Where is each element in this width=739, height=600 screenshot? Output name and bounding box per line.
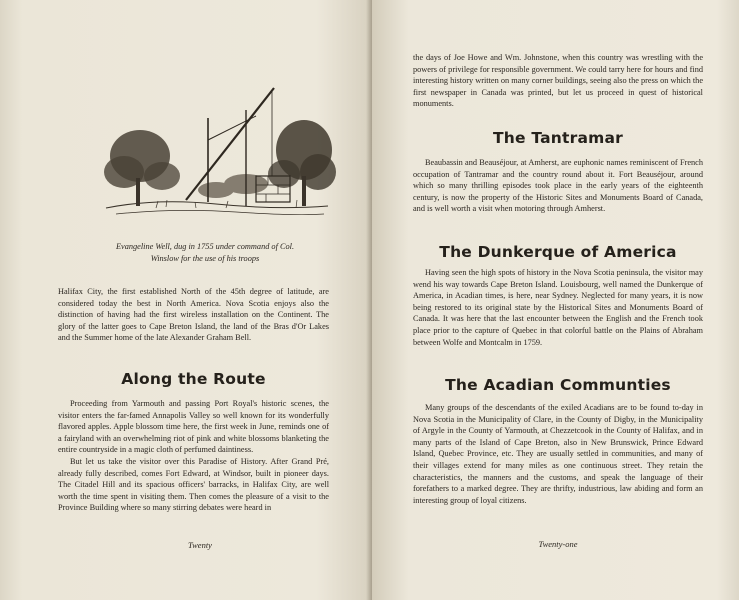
caption-line-2: Winslow for the use of his troops [150,254,260,263]
caption-line-1: Evangeline Well, dug in 1755 under command of Col. [115,242,295,251]
intro-text-block [58,286,329,344]
evangeline-well-illustration [96,80,336,230]
tantramar-paragraph: Beaubassin and Beauséjour, at Amherst, are euphonic names reminiscent of French occupation of Tantramar and the country round about it. Fort Beauséjour, around which so many thrilling episodes took place in the early years of the eighteenth century, is now the property of the Historic Sites and Monuments Board of Canada, and is well worth a visit when motoring through Amherst. [413,158,703,214]
page-number-left: Twenty [188,540,212,550]
page-number-right: Twenty-one [538,539,578,549]
section-heading-acadian: The Acadian Communties [445,376,671,394]
acadian-paragraph: Many groups of the descendants of the exiled Acadians are to be found to-day in Nova Scotia in the Municipality of Clare, in the County of Digby, in the Municipality of Argyle in the County of Yarmouth, at Chezzetcook in the County of Halifax, and in many parts of the Island of Cape Breton, also in New Brunswick, Prince Edward Island, Quebec Province, etc. They are usually settled in communities, and many of their villages extend for many miles as one continuous street. They retain the characteristics, the manners and the customs, and speak the language of their forefathers to a marked degree. They are thrifty, industrious, law abiding and form an interesting group of loyal citizens. [413,403,703,505]
continuation-paragraph: the days of Joe Howe and Wm. Johnstone, when this country was wrestling with the powers of privilege for responsible government. We could tarry here for hours and find interesting history written on many corner buildings, seeing also the press on which the first newspaper in Canada was printed, but let us proceed in quest of historical monuments. [413,53,703,109]
continuation-text-block [413,52,703,110]
right-page [372,0,739,600]
tantramar-text-block [413,157,703,215]
dunkerque-paragraph: Having seen the high spots of history in the Nova Scotia peninsula, the visitor may wend his way towards Cape Breton Island. Louisbourg, well named the Dunkerque of America, in Acadian times, is here, near Sydney. Neglected for many years, it is now being restored to its original state by the Historical Sites and Monuments Board of Canada. It was here that the last encounter between the English and the French took place prior to the capture of Quebec in that colorful battle on the Plains of Abraham between Wolfe and Montcalm in 1759. [413,268,703,347]
intro-paragraph: Halifax City, the first established North of the 45th degree of latitude, are considered today the best in North America. Nova Scotia enjoys also the distinction of having had the first wireless installation on the Continent. The glory of the latter goes to Cape Breton Island, the land of the Bras d'Or Lakes and the Summer home of the late Alexander Graham Bell. [58,287,329,343]
illustration-caption [60,241,350,265]
section-heading-tantramar: The Tantramar [493,129,623,147]
section-heading-dunkerque: The Dunkerque of America [439,243,677,261]
section-heading-along-the-route: Along the Route [121,370,266,388]
along-route-paragraph-2: But let us take the visitor over this Paradise of History. After Grand Pré, already fully described, comes Fort Edward, at Windsor, built in pioneer days. The Citadel Hill and its spacious officers' barracks, in Halifax City, are well worth the time spent in visiting them. Then comes the pleasure of a visit to the Province Building where so many stirring debates were heard in [58,456,329,513]
along-route-text-block [58,398,329,514]
dunkerque-text-block [413,267,703,348]
along-route-paragraph-1: Proceeding from Yarmouth and passing Port Royal's historic scenes, the visitor enters the far-famed Annapolis Valley so well known for its wonderfully flavored apples. Apple blossom time here, the first week in June, reminds one of a fairyland with an overwhelming riot of pink and white blossoms blanketing the entire countryside in a magic cloth of perfumed daintiness. [58,399,329,455]
acadian-text-block [413,402,703,506]
